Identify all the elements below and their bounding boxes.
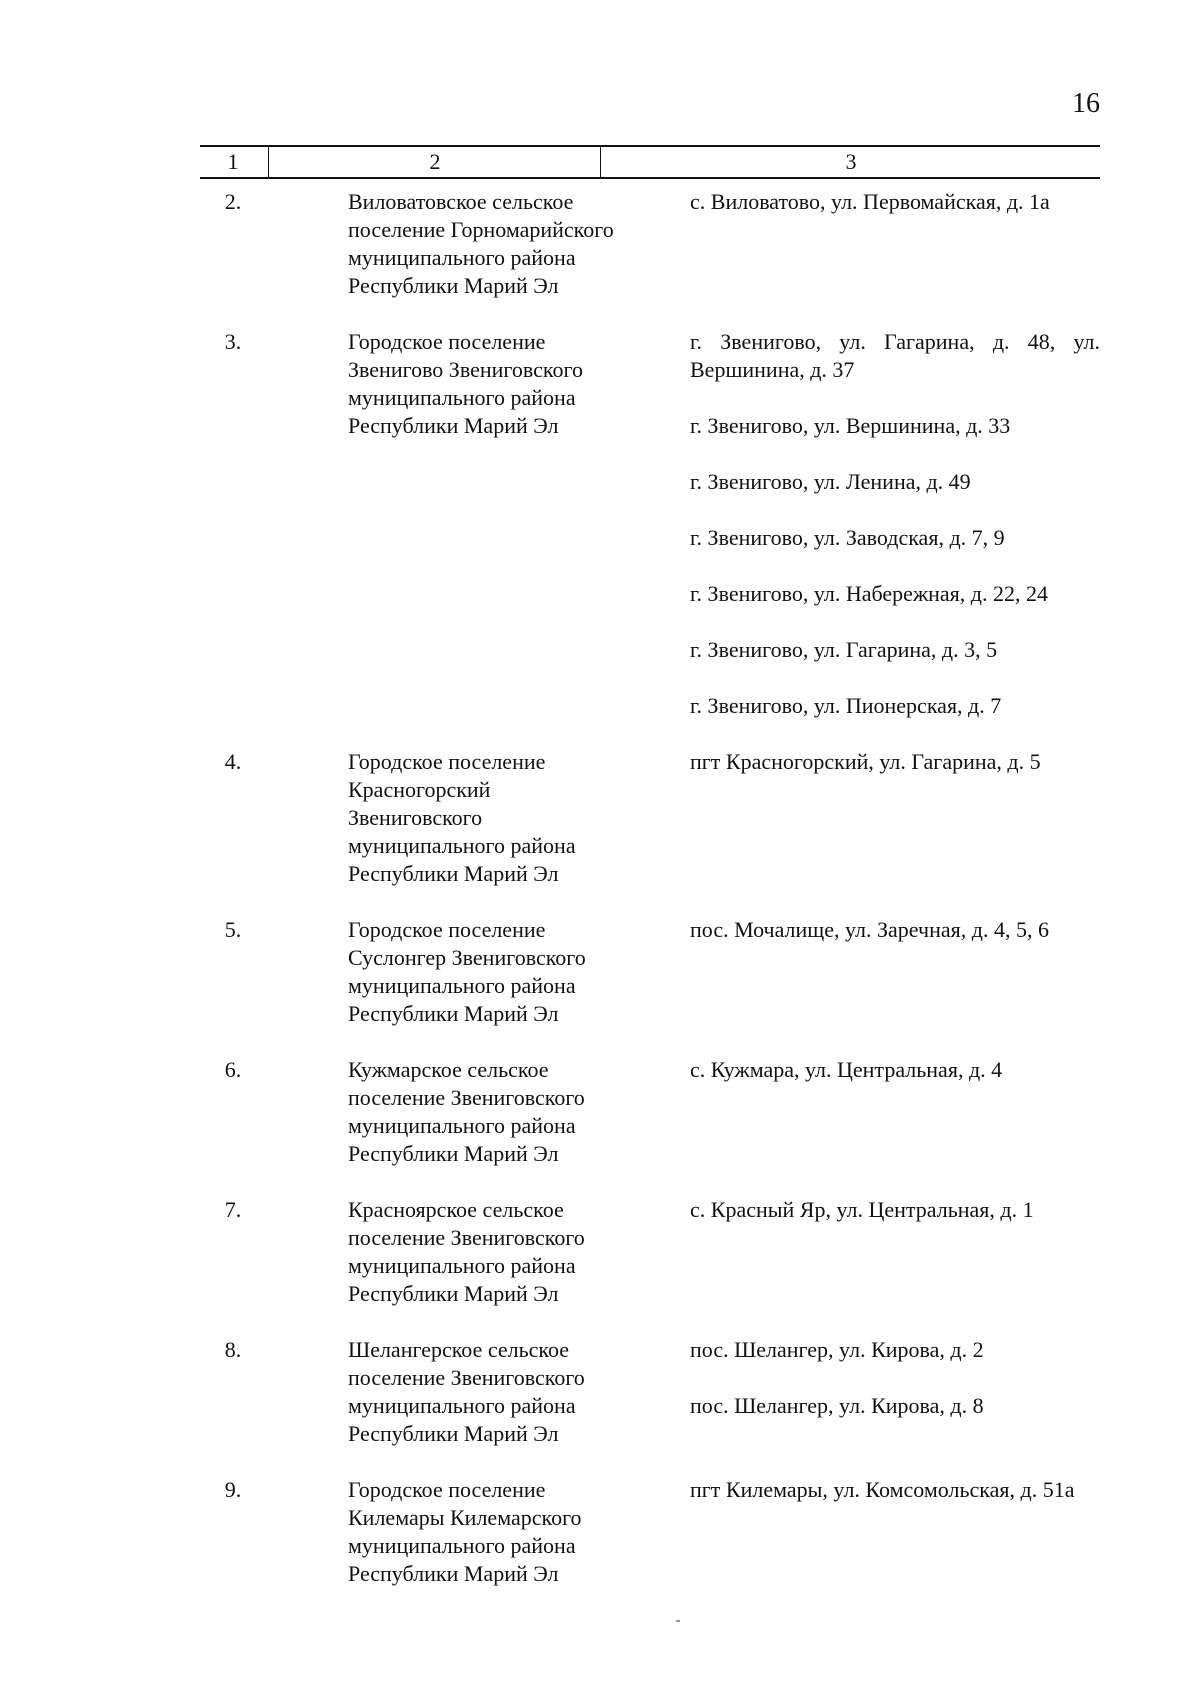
table-header (200, 145, 1100, 179)
address-list (678, 1196, 1100, 1308)
row-number: 6. (224, 1057, 242, 1082)
settlement-name-line: Шелангерское сельское (348, 1337, 570, 1362)
address-list (678, 188, 1100, 300)
address: г. Звенигово, ул. Гагарина, д. 48, ул. Вершинина, д. 37 (690, 329, 1100, 382)
settlement-name-line: поселение Звениговского (348, 1365, 585, 1390)
settlement-name-line: Килемары Килемарского (348, 1505, 582, 1530)
table-row (200, 748, 1100, 888)
address: г. Звенигово, ул. Ленина, д. 49 (690, 469, 971, 494)
settlement-name (266, 1336, 678, 1448)
settlement-name-line: муниципального района (348, 1253, 576, 1278)
settlement-name (266, 1056, 678, 1168)
settlement-name-line: Республики Марий Эл (348, 1281, 559, 1306)
settlement-name-line: Красногорский (348, 777, 491, 802)
row-number: 5. (224, 917, 242, 942)
table-row (200, 188, 1100, 300)
row-number: 4. (224, 749, 242, 774)
scan-artifact (676, 1620, 680, 1622)
row-number: 7. (224, 1197, 242, 1222)
header-col-2: 2 (268, 147, 601, 177)
address-list (678, 328, 1100, 720)
settlement-name-line: муниципального района (348, 1393, 576, 1418)
address: с. Кужмара, ул. Центральная, д. 4 (690, 1057, 1003, 1082)
settlement-name-line: Республики Марий Эл (348, 273, 559, 298)
settlement-name-line: Кужмарское сельское (348, 1057, 549, 1082)
table-row (200, 1056, 1100, 1168)
address: г. Звенигово, ул. Набережная, д. 22, 24 (690, 581, 1048, 606)
settlement-name-line: поселение Горномарийского (348, 217, 614, 242)
settlement-name-line: Городское поселение (348, 749, 546, 774)
settlement-name-line: Городское поселение (348, 917, 546, 942)
address-list (678, 1056, 1100, 1168)
settlement-name-line: Республики Марий Эл (348, 1561, 559, 1586)
address: пос. Мочалище, ул. Заречная, д. 4, 5, 6 (690, 917, 1049, 942)
address: с. Красный Яр, ул. Центральная, д. 1 (690, 1197, 1034, 1222)
address: с. Виловатово, ул. Первомайская, д. 1а (690, 189, 1050, 214)
address: г. Звенигово, ул. Заводская, д. 7, 9 (690, 525, 1005, 550)
settlement-name-line: Звениговского (348, 805, 483, 830)
settlement-name-line: Городское поселение (348, 329, 546, 354)
settlement-name-line: Республики Марий Эл (348, 861, 559, 886)
settlement-name-line: поселение Звениговского (348, 1085, 585, 1110)
address: г. Звенигово, ул. Вершинина, д. 33 (690, 413, 1011, 438)
table-row (200, 1196, 1100, 1308)
address: пгт Красногорский, ул. Гагарина, д. 5 (690, 749, 1041, 774)
address-list (678, 748, 1100, 888)
header-col-1: 1 (227, 149, 239, 174)
settlement-name-line: Республики Марий Эл (348, 1001, 559, 1026)
settlement-name-line: Виловатовское сельское (348, 189, 574, 214)
address: г. Звенигово, ул. Гагарина, д. 3, 5 (690, 637, 998, 662)
table-row (200, 328, 1100, 720)
header-col-3: 3 (600, 147, 1101, 177)
address-list (678, 1336, 1100, 1448)
settlement-name-line: муниципального района (348, 1113, 576, 1138)
table-body (200, 188, 1100, 1616)
settlement-name-line: Республики Марий Эл (348, 413, 559, 438)
settlement-name-line: муниципального района (348, 973, 576, 998)
row-number: 9. (224, 1477, 242, 1502)
settlement-name-line: Красноярское сельское (348, 1197, 564, 1222)
settlement-name-line: Звенигово Звениговского (348, 357, 583, 382)
settlement-name (266, 188, 678, 300)
address: г. Звенигово, ул. Пионерская, д. 7 (690, 693, 1002, 718)
address-list (678, 916, 1100, 1028)
row-number: 8. (224, 1337, 242, 1362)
row-number: 3. (224, 329, 242, 354)
row-number: 2. (224, 189, 242, 214)
settlement-name (266, 1476, 678, 1588)
address: пос. Шелангер, ул. Кирова, д. 2 (690, 1337, 984, 1362)
settlement-name (266, 748, 678, 888)
settlement-name-line: муниципального района (348, 385, 576, 410)
address-list (678, 1476, 1100, 1588)
table-row (200, 916, 1100, 1028)
settlement-name-line: муниципального района (348, 1533, 576, 1558)
settlement-name-line: Республики Марий Эл (348, 1421, 559, 1446)
settlement-name-line: муниципального района (348, 245, 576, 270)
settlement-name-line: Республики Марий Эл (348, 1141, 559, 1166)
settlement-name-line: Суслонгер Звениговского (348, 945, 586, 970)
settlement-name (266, 328, 678, 720)
page-number: 16 (1072, 88, 1100, 119)
settlement-name (266, 1196, 678, 1308)
table-row (200, 1336, 1100, 1448)
settlement-name (266, 916, 678, 1028)
settlement-name-line: Городское поселение (348, 1477, 546, 1502)
settlement-name-line: муниципального района (348, 833, 576, 858)
address: пгт Килемары, ул. Комсомольская, д. 51а (690, 1477, 1075, 1502)
settlement-name-line: поселение Звениговского (348, 1225, 585, 1250)
table-row (200, 1476, 1100, 1588)
address: пос. Шелангер, ул. Кирова, д. 8 (690, 1393, 984, 1418)
